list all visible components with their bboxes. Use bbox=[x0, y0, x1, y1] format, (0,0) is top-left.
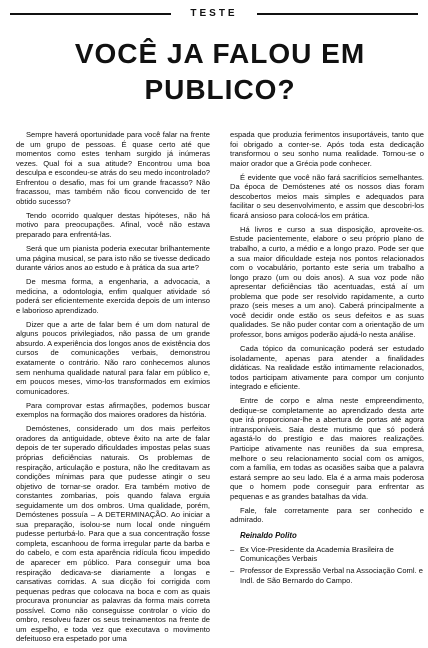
author-credit-text: – Ex Vice-Presidente da Academia Brasileira de Comunicações Verbais bbox=[240, 544, 394, 564]
body-paragraph: Entre de corpo e alma neste empreendimento, dedique-se completamente ao aprendizado desta arte que irá proporcionar-lhe a abertura de portas até agora intransponíveis. Saia deste mutismo que só poderá agastá-lo do prestígio e das maiores realizações. Participe ativamente nas reuniões da sua empresa, melhore o seu relacionamento social com os amigos, com a família, em todas as ocasiões saiba que a palavra estará sempre ao seu lado. Ela é a arma mais poderosa que o homem pode conseguir para enfrentar as pequenas e as grandes batalhas da vida. bbox=[230, 396, 424, 501]
section-label: TESTE bbox=[190, 8, 238, 19]
body-paragraph: Há livros e curso a sua disposição, aproveite-os. Estude pacientemente, elabore o seu próprio plano de trabalho, a curto, a médio e a longo prazo. Pode ser que a sua maior dificuldade esteja nos pontos relacionados com o vocabulário, portanto este seria um trabalho a longo prazo (um ou dois anos). A sua voz pode não apresentar deficiências tão acentuadas, está aí um problema que pode ser resolvido rapidamente, a curto prazo (seis meses a um ano). Caberá principalmente a você decidir onde estão os seus defeitos e as suas qualidades. Se não puder contar com a orientação de um professor, bons amigos poderão ajudá-lo nesta análise. bbox=[230, 224, 424, 339]
section-header bbox=[10, 9, 418, 19]
body-paragraph: Demóstenes, considerado um dos mais perfeitos oradores da antiguidade, obteve êxito na arte de falar depois de ter superado dificuldades impostas pelas suas próprias deficiências naturais. Os problemas de respiração, articulação e postura, não lhe creditavam as condições mínimas para que pudesse atingir o seu objetivo de tornar-se orador. Era também motivo de constantes zombarias, pois quando falava erguia seguidamente um dos ombros. Uma qualidade, porém, Demóstenes possuía – A DETERMINAÇÃO. Ao iniciar a sua preparação, isolou-se num local onde ninguém pudesse perturbá-lo. Para que a sua concentração fosse completa, escanhoou de forma irregular parte da barba e do cabelo, e com esta aparência ridícula ficou impedido de aparecer em público. Para conseguir uma boa respiração dedicava-se diariamente a longas e cansativas corridas. A sua dicção foi corrigida com pequenas pedras que colocava na boca e com as quais procurava pronunciar as palavras da forma mais correta possível. Como não conseguisse controlar o vício do ombro, resolveu fazer os seus treinamentos na frente de um espelho, e toda vez que executava o movimento defeituoso era espetado por uma bbox=[16, 424, 210, 644]
author-credit-item bbox=[230, 566, 424, 585]
body-paragraph: Dizer que a arte de falar bem é um dom natural de alguns poucos privilegiados, não passa de um grande absurdo. A experiência dos longos anos de existência dos cursos de comunicações verbais, demonstrou exatamente o contrário. Não raro conhecemos alunos sem nenhuma qualidade natural para falar em público e, em poucos meses, vimo-los transformados em exímios comunicadores. bbox=[16, 319, 210, 396]
body-paragraph: Sempre haverá oportunidade para você falar na frente de um grupo de pessoas. É quase certo até que momentos como estes tenham surgido já inúmeras vezes. Qual foi a sua atitude? Encontrou uma boa desculpa e escondeu-se atrás do seu medo incontrolado? Enfrentou o desafio, mas foi um grande fracasso? Não fracassou, mas também não ficou convencido de ter obtido sucesso? bbox=[16, 130, 210, 206]
author-name: Reinaldo Polito bbox=[240, 530, 297, 540]
header-rule-right bbox=[257, 13, 418, 15]
author-signature bbox=[230, 531, 424, 585]
header-rule-left bbox=[10, 13, 171, 15]
author-credit-text: – Professor de Expressão Verbal na Associação Coml. e Indl. de São Bernardo do Campo. bbox=[240, 565, 423, 585]
body-paragraph: De mesma forma, a engenharia, a advocacia, a medicina, a odontologia, enfim qualquer atividade só poderá ser eficientemente exercida depois de um intenso e laborioso aprendizado. bbox=[16, 277, 210, 315]
body-paragraph: Será que um pianista poderia executar brilhantemente uma página musical, se para isto não se tivesse dedicado durante vários anos ao estudo e à prática da sua arte? bbox=[16, 244, 210, 273]
body-paragraph: É evidente que você não fará sacrifícios semelhantes. Da época de Demóstenes até os nossos dias foram descobertos meios mais simples e adequados para facilitar o seu desenvolvimento, e assim que descobri-los ficará ansioso para colocá-los em prática. bbox=[230, 172, 424, 220]
title-line-2: PUBLICO? bbox=[144, 74, 296, 105]
body-paragraph: espada que produzia ferimentos insuportáveis, tanto que foi obrigado a conter-se. Após toda esta dedicação transformou o seu sonho numa realidade. Tornou-se o maior orador que a Grécia pode conhecer. bbox=[230, 130, 424, 168]
body-paragraph: Fale, fale corretamente para ser conhecido e admirado. bbox=[230, 505, 424, 525]
right-column bbox=[230, 130, 424, 587]
left-column bbox=[16, 130, 210, 648]
body-paragraph: Tendo ocorrido qualquer destas hipóteses, não há motivo para preocupações. Afinal, você não estava preparado para enfrentá-las. bbox=[16, 210, 210, 239]
body-paragraph: Para comprovar estas afirmações, podemos buscar exemplos na formação dos maiores oradores da história. bbox=[16, 400, 210, 420]
title-line-1: VOCÊ JA FALOU EM bbox=[74, 38, 366, 69]
article-title bbox=[70, 36, 370, 108]
author-credit-item bbox=[230, 545, 424, 564]
author-credits bbox=[230, 545, 424, 585]
body-paragraph: Cada tópico da comunicação poderá ser estudado isoladamente, apenas para atender a finalidades didáticas. Na realidade estão intimamente relacionados, todos participam ativamente para compor um conjunto integrado e eficiente. bbox=[230, 343, 424, 392]
